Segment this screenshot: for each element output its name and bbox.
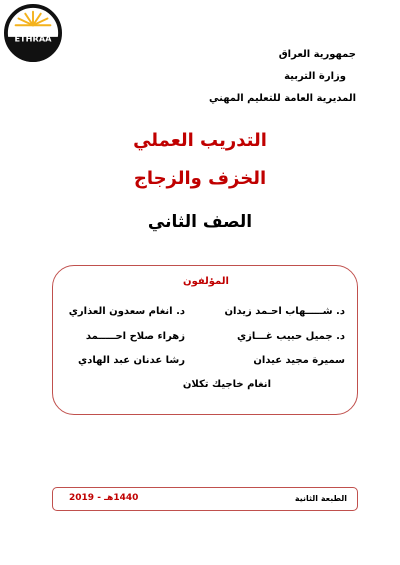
ministry-name: وزارة التربية [284,71,346,82]
edition-year: 1440هـ - 2019 [69,493,139,503]
author-name: انغام خاجيك تكلان [182,379,271,390]
author-name: د. شـــــهاب احـمد زيدان [224,306,345,317]
author-name: د. جميل حبيب غـــازي [236,331,345,342]
author-name: زهراء صلاح احـــــمد [85,331,185,342]
author-name: د. انغام سعدون العذاري [68,306,185,317]
logo-text: ETHRAA [14,33,52,44]
sunburst-icon [16,12,51,26]
author-name: سميرة مجيد عيدان [253,355,345,366]
book-title-line1: التدريب العملي [133,130,267,151]
author-name: رشا عدنان عبد الهادي [78,355,185,366]
country-name: جمهورية العراق [278,49,356,60]
directorate-name: المديرية العامة للتعليم المهني [209,93,356,104]
authors-heading: المؤلفون [183,276,229,287]
edition-box [52,487,358,511]
grade-level: الصف الثاني [147,212,253,232]
edition-label: الطبعة الثانية [294,494,347,503]
authors-box [52,265,358,415]
book-title-line2: الخزف والزجاج [133,168,267,189]
ethraa-logo [4,4,62,62]
government-header [156,44,356,110]
